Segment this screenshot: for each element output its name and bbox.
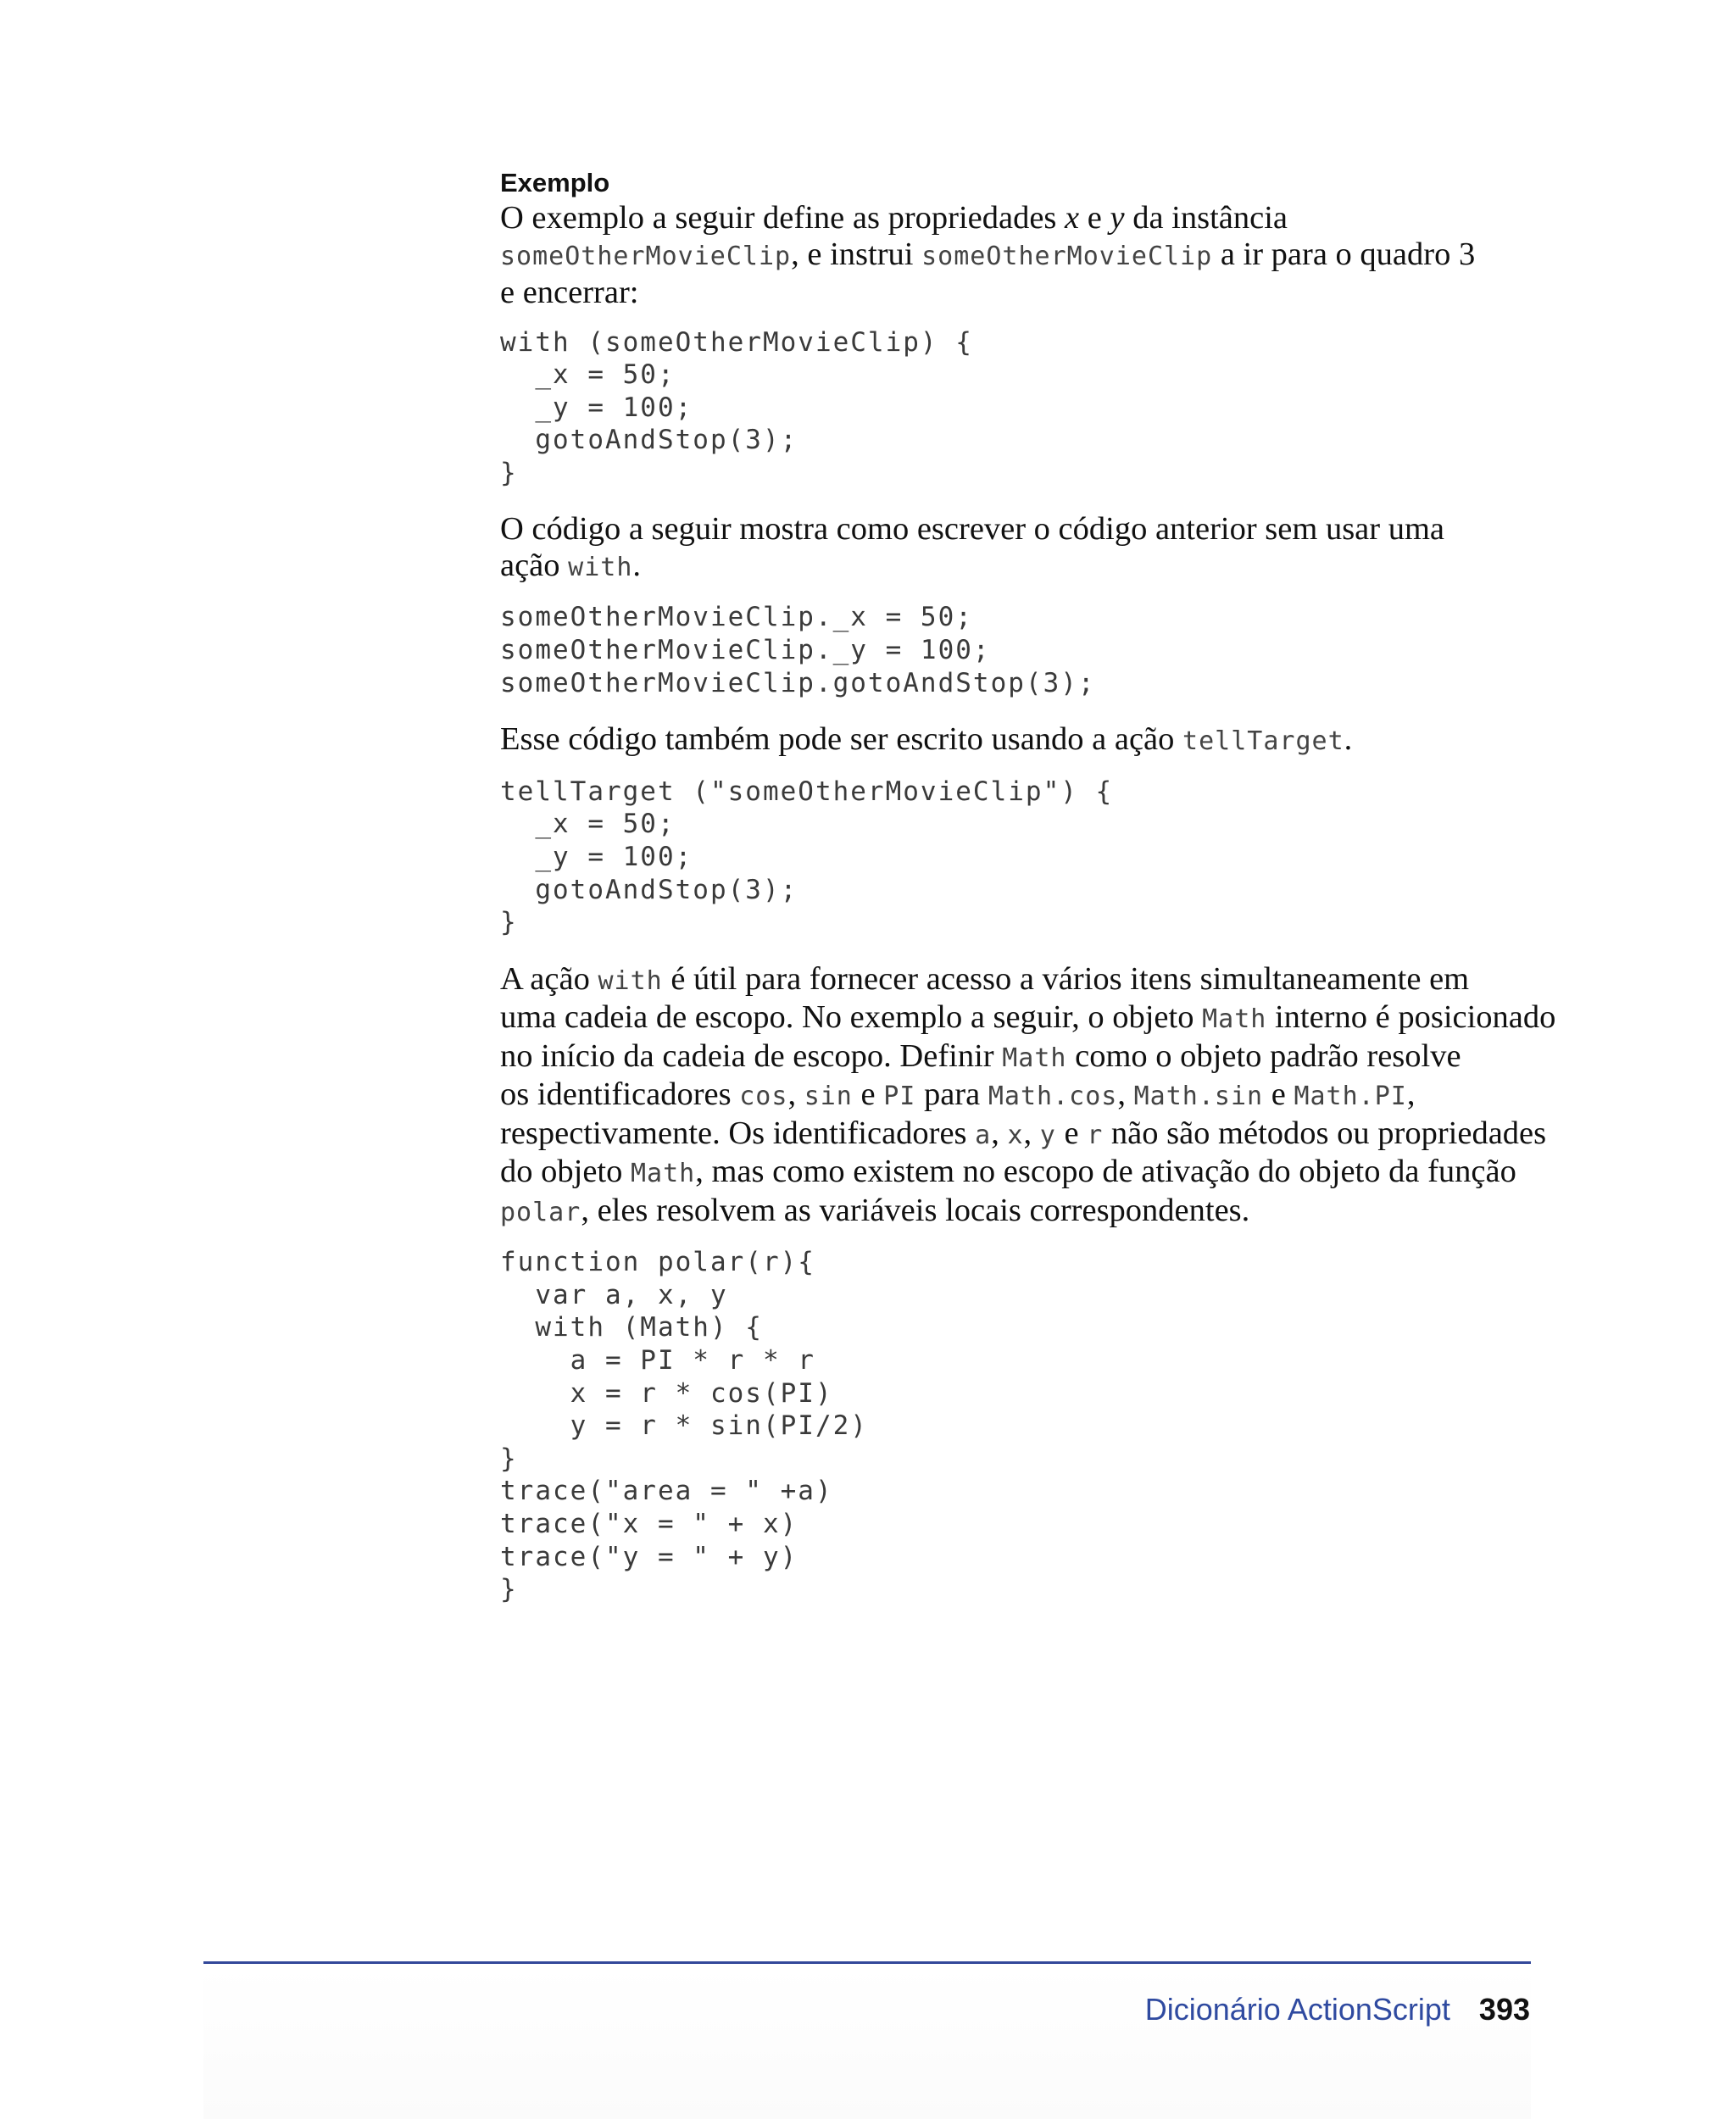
inline-code: someOtherMovieClip (921, 241, 1213, 271)
code-block-with: with (someOtherMovieClip) { _x = 50; _y = 100; gotoAndStop(3); } (500, 326, 973, 488)
code-block-telltarget: tellTarget ("someOtherMovieClip") { _x = 50; _y = 100; gotoAndStop(3); } (500, 776, 1114, 938)
inline-code: with (568, 552, 633, 582)
section-heading: Exemplo (500, 168, 610, 197)
paragraph-telltarget: Esse código também pode ser escrito usando a ação tellTarget. (500, 721, 1353, 758)
page-number: 393 (1478, 1992, 1530, 2027)
page-content (500, 166, 1556, 1606)
paragraph-intro: O exemplo a seguir define as propriedades x e y da instância someOtherMovieClip, e instrui someOtherMovieClip a ir para o quadro 3 e encerrar: (500, 200, 1476, 310)
code-block-polar-function: function polar(r){ var a, x, y with (Math) { a = PI * r * r x = r * cos(PI) y = r * sin(PI/2) } trace("area = " +a) trace("x = " + x) trace("y = " + y) } (500, 1247, 868, 1605)
paragraph-scope-chain: A ação with é útil para fornecer acesso a vários itens simultaneamente em uma cadeia de escopo. No exemplo a seguir, o objeto Math interno é posicionado no início da cadeia de escopo. Definir Math como o objeto padrão resolve os identificadores cos, sin e PI para Math.cos, Math.sin e Math.PI, respectivamente. Os identificadores a, x, y e r não são métodos ou propriedades do objeto Math, mas como existem no escopo de ativação do objeto da função polar, eles resolvem as variáveis locais correspondentes. (500, 960, 1556, 1228)
inline-code: someOtherMovieClip (500, 241, 792, 271)
page-footer (1145, 1991, 1530, 2028)
footer-title: Dicionário ActionScript (1144, 1992, 1450, 2027)
code-block-direct: someOtherMovieClip._x = 50; someOtherMovieClip._y = 100; someOtherMovieClip.gotoAndStop(3); (500, 602, 1096, 698)
footer-background (203, 1965, 1531, 2119)
inline-code: tellTarget (1182, 726, 1344, 757)
footer-rule (203, 1961, 1531, 1964)
paragraph-without-with: O código a seguir mostra como escrever o código anterior sem usar uma ação with. (500, 511, 1444, 583)
